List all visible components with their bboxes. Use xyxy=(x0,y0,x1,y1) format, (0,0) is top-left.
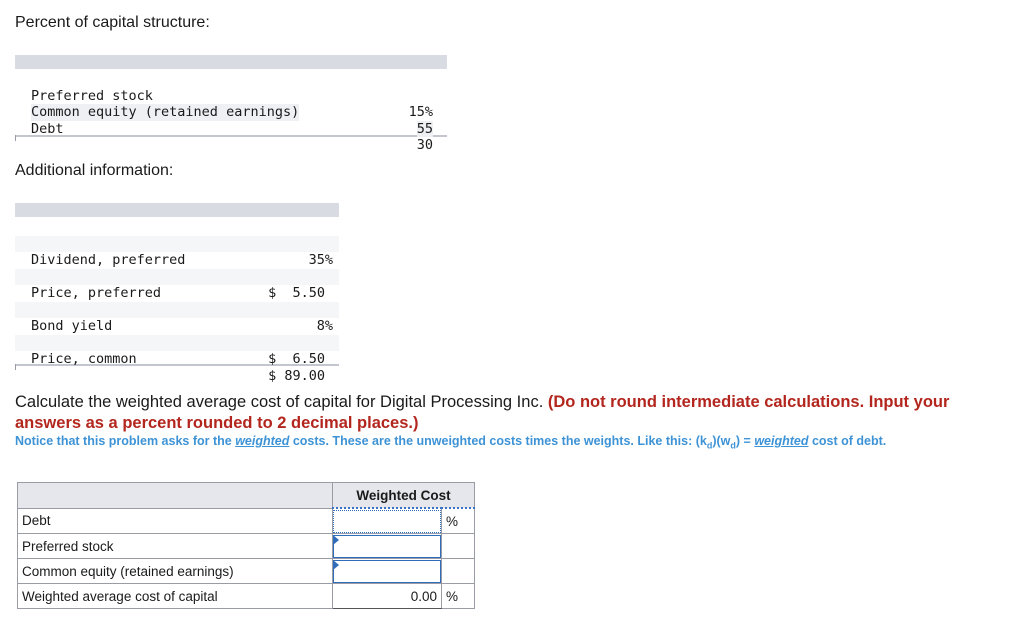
table-header-row xyxy=(18,483,475,509)
additional-info-table xyxy=(15,203,339,384)
percent-sign xyxy=(442,534,475,559)
additional-info-heading: Additional information: xyxy=(15,162,174,179)
row-label-common-equity: Common equity (retained earnings) xyxy=(18,559,333,584)
table-row xyxy=(18,534,475,559)
row-value: $ 6.50 xyxy=(268,351,325,367)
row-label-wacc: Weighted average cost of capital xyxy=(18,584,333,609)
row-label: Common equity (retained earnings) xyxy=(31,104,300,120)
row-value: 30 xyxy=(416,137,433,153)
note-emphasis: weighted xyxy=(754,434,809,448)
capital-structure-table xyxy=(15,55,447,153)
note-text: ) = xyxy=(735,434,755,448)
table-row xyxy=(18,559,475,584)
note-text: Notice that this problem asks for the xyxy=(15,434,236,448)
common-weighted-cost-input[interactable] xyxy=(333,560,441,583)
preferred-weighted-cost-input[interactable] xyxy=(333,535,441,558)
row-label-debt: Debt xyxy=(18,508,333,534)
row-label-preferred-stock: Preferred stock xyxy=(18,534,333,559)
input-flag-icon xyxy=(333,535,339,545)
question-prompt: Calculate the weighted average cost of capital for Digital Processing Inc. xyxy=(15,393,548,411)
row-value: 55 xyxy=(416,120,433,137)
row-label: Bond yield xyxy=(31,318,113,334)
preferred-cost-cell xyxy=(333,534,442,559)
row-value: 15% xyxy=(408,104,433,120)
table-row xyxy=(18,508,475,534)
percent-sign: % xyxy=(442,508,475,534)
common-cost-cell xyxy=(333,559,442,584)
row-label: Dividend, preferred xyxy=(31,252,186,268)
header-blank-cell xyxy=(18,483,333,509)
question-text xyxy=(15,392,1005,434)
debt-cost-cell xyxy=(333,508,442,534)
debt-weighted-cost-input[interactable] xyxy=(333,510,441,533)
percent-sign xyxy=(442,559,475,584)
note-text: cost of debt. xyxy=(808,434,887,448)
row-label: Price, preferred xyxy=(31,285,162,301)
row-label: Preferred stock xyxy=(31,87,153,104)
question-instruction: (Do not round intermediate calculations. Input your answers as a percent rounded to 2 decimal places.) xyxy=(15,393,950,432)
wacc-answer-table xyxy=(17,482,475,609)
capital-structure-heading: Percent of capital structure: xyxy=(15,14,210,31)
note-text: )(w xyxy=(712,434,731,448)
row-label: Price, common xyxy=(31,351,137,367)
percent-sign: % xyxy=(442,584,475,609)
wacc-total-value: 0.00 xyxy=(333,584,442,609)
row-value: 8% xyxy=(316,318,333,334)
row-value: $ 5.50 xyxy=(268,285,325,301)
row-label: Debt xyxy=(31,120,64,137)
note-subscript: d xyxy=(706,440,713,451)
table-row xyxy=(18,584,475,609)
note-emphasis: weighted xyxy=(235,434,290,448)
input-flag-icon xyxy=(333,560,339,570)
row-value: 35% xyxy=(308,252,333,268)
weighted-cost-header: Weighted Cost xyxy=(333,483,475,509)
table-row xyxy=(15,302,339,334)
row-value: $ 89.00 xyxy=(268,367,325,384)
weighted-cost-note xyxy=(15,434,1015,451)
note-subscript: d xyxy=(730,440,736,451)
note-text: costs. These are the unweighted costs times the weights. Like this: (k xyxy=(289,434,707,448)
